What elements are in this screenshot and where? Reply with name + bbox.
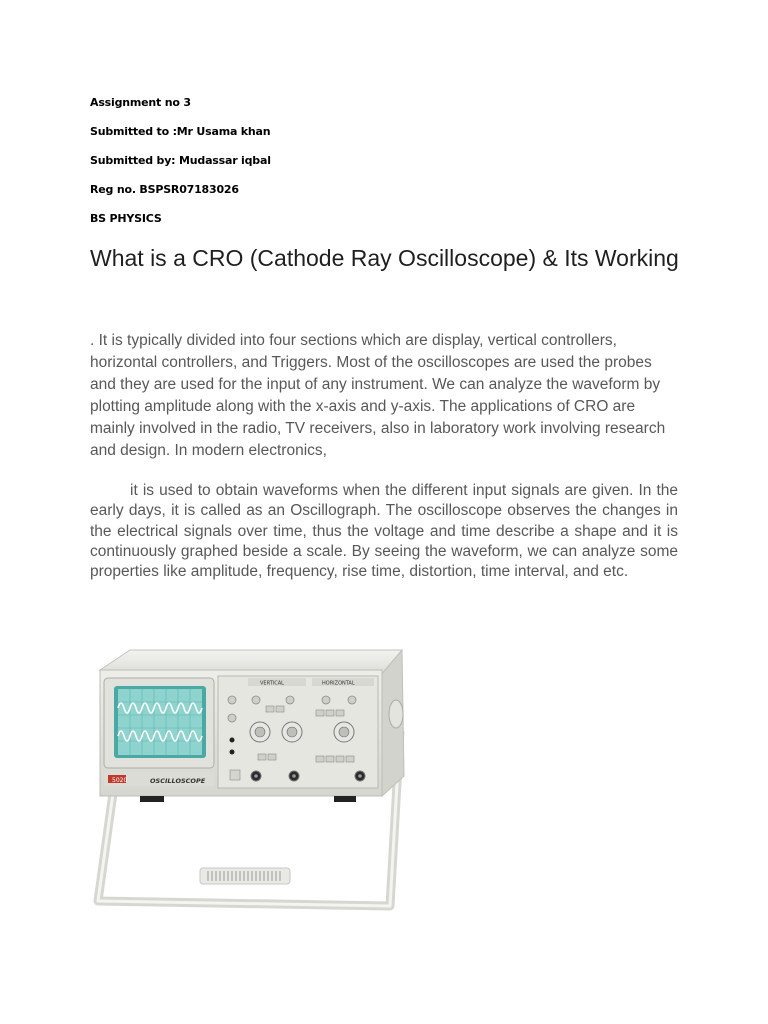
paragraph-details: it is used to obtain waveforms when the different input signals are given. In the early days, it is called as an Oscillograph. The oscilloscope observes the changes in the electrical signals over time, thus the voltage and time describe a shape and it is continuously graphed beside a scale. By seeing the waveform, we can analyze some properties like amplitude, frequency, rise time, distortion, time interval, and etc. <box>90 482 678 581</box>
horizontal-section-label: HORIZONTAL <box>322 680 355 687</box>
control-panel <box>218 676 378 788</box>
vertical-section-label: VERTICAL <box>260 680 284 687</box>
article-title: What is a CRO (Cathode Ray Oscilloscope) & Its Working <box>90 245 679 271</box>
assignment-number: Assignment no 3 <box>90 96 191 109</box>
degree-program: BS PHYSICS <box>90 212 162 225</box>
submitted-by: Submitted by: Mudassar iqbal <box>90 154 271 167</box>
model-label: 5020 <box>112 777 128 784</box>
registration-number: Reg no. BSPSR07183026 <box>90 183 239 196</box>
submitted-to: Submitted to :Mr Usama khan <box>90 125 271 138</box>
brand-label: OSCILLOSCOPE <box>150 777 206 785</box>
paragraph-intro: . It is typically divided into four sections which are display, vertical controllers, horizontal controllers, and Triggers. Most of the oscilloscopes are used the probes and they are used for the input of any instrument. We can analyze the waveform by plotting amplitude along with the x-axis and y-axis. The applications of CRO are mainly involved in the radio, TV receivers, also in laboratory work involving research and design. In modern electronics, <box>90 332 666 459</box>
oscilloscope-image <box>90 636 420 916</box>
crt-display <box>104 678 214 768</box>
